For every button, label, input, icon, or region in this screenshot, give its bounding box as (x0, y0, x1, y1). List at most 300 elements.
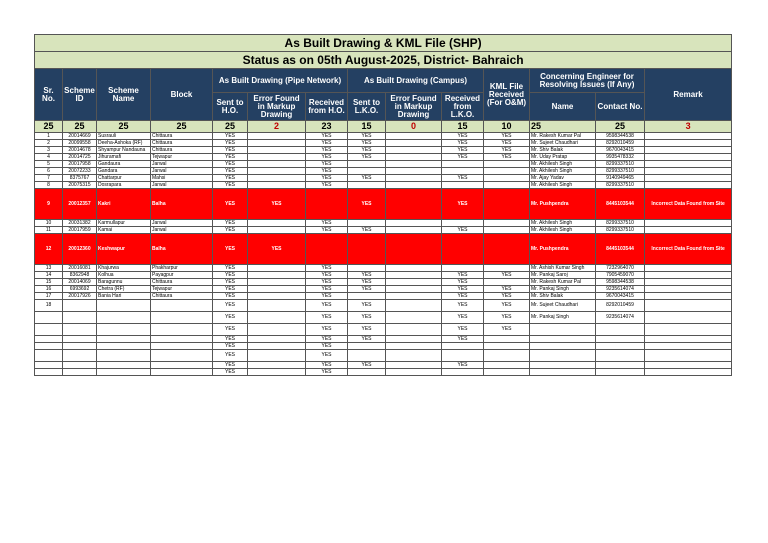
received-from-ho-cell: YES (306, 300, 348, 312)
received-from-lko-cell (442, 220, 484, 227)
sent-to-ho-cell: YES (213, 324, 248, 336)
error-markup-campus-cell (386, 293, 442, 300)
received-from-ho-cell: YES (306, 154, 348, 161)
received-from-lko-cell (442, 182, 484, 189)
engineer-name-cell (530, 350, 596, 362)
header-block: Block (151, 69, 213, 121)
remark-cell (645, 336, 732, 343)
received-from-ho-cell (306, 189, 348, 220)
sent-to-lko-cell (348, 168, 386, 175)
kml-received-cell (484, 369, 530, 376)
sent-to-ho-cell: YES (213, 147, 248, 154)
scheme-id-cell (63, 343, 97, 350)
contact-no-cell (596, 324, 645, 336)
scheme-name-cell (97, 350, 151, 362)
error-markup-campus-cell (386, 161, 442, 168)
table-row (35, 168, 732, 175)
sent-to-lko-cell: YES (348, 272, 386, 279)
sent-to-lko-cell: YES (348, 133, 386, 140)
scheme-name-cell (97, 324, 151, 336)
received-from-lko-cell: YES (442, 227, 484, 234)
received-from-ho-cell: YES (306, 350, 348, 362)
sent-to-ho-cell: YES (213, 293, 248, 300)
error-markup-campus-cell (386, 147, 442, 154)
count-cell: 25 (530, 121, 596, 133)
table-row (35, 175, 732, 182)
contact-no-cell: 9140949465 (596, 175, 645, 182)
engineer-name-cell (530, 324, 596, 336)
sr-no-cell: 11 (35, 227, 63, 234)
error-markup-pipe-cell (248, 293, 306, 300)
block-cell: Balha (151, 189, 213, 220)
table-row (35, 140, 732, 147)
sent-to-ho-cell: YES (213, 227, 248, 234)
kml-received-cell (484, 161, 530, 168)
error-markup-pipe-cell: YES (248, 234, 306, 265)
scheme-name-cell: Chetra (RF) (97, 286, 151, 293)
count-cell: 15 (442, 121, 484, 133)
contact-no-cell: 8292010459 (596, 300, 645, 312)
remark-cell (645, 286, 732, 293)
remark-cell (645, 161, 732, 168)
sent-to-lko-cell: YES (348, 227, 386, 234)
sr-no-cell: 14 (35, 272, 63, 279)
sr-no-cell (35, 312, 63, 324)
scheme-id-cell: 20075315 (63, 182, 97, 189)
sent-to-ho-cell: YES (213, 300, 248, 312)
engineer-name-cell: Mr. Akhilesh Singh (530, 168, 596, 175)
received-from-lko-cell: YES (442, 140, 484, 147)
sr-no-cell: 8 (35, 182, 63, 189)
remark-cell (645, 220, 732, 227)
header-received-from-lko: Received from L.K.O. (442, 93, 484, 121)
header-campus: As Built Drawing (Campus) (348, 69, 484, 93)
table-row (35, 234, 732, 265)
sent-to-lko-cell (348, 161, 386, 168)
received-from-lko-cell (442, 343, 484, 350)
count-cell: 25 (151, 121, 213, 133)
kml-received-cell (484, 350, 530, 362)
table-row (35, 227, 732, 234)
sent-to-lko-cell: YES (348, 362, 386, 369)
received-from-lko-cell: YES (442, 133, 484, 140)
header-sent-to-lko: Sent to L.K.O. (348, 93, 386, 121)
block-cell (151, 336, 213, 343)
error-markup-campus-cell (386, 272, 442, 279)
header-scheme-name: Scheme Name (97, 69, 151, 121)
sr-no-cell: 12 (35, 234, 63, 265)
remark-cell (645, 182, 732, 189)
received-from-ho-cell: YES (306, 265, 348, 272)
remark-cell (645, 154, 732, 161)
received-from-ho-cell: YES (306, 161, 348, 168)
sent-to-lko-cell (348, 369, 386, 376)
table-row (35, 133, 732, 140)
sent-to-lko-cell: YES (348, 279, 386, 286)
sent-to-ho-cell: YES (213, 279, 248, 286)
error-markup-pipe-cell (248, 350, 306, 362)
received-from-lko-cell: YES (442, 189, 484, 220)
engineer-name-cell: Mr. Pushpendra (530, 189, 596, 220)
error-markup-pipe-cell: YES (248, 189, 306, 220)
contact-no-cell: 9235614074 (596, 286, 645, 293)
scheme-id-cell: 20014678 (63, 147, 97, 154)
sent-to-ho-cell: YES (213, 140, 248, 147)
table-row (35, 369, 732, 376)
error-markup-pipe-cell (248, 220, 306, 227)
contact-no-cell: 9598344538 (596, 133, 645, 140)
sent-to-lko-cell (348, 220, 386, 227)
sheet-subtitle: Status as on 05th August-2025, District- Bahraich (35, 52, 732, 69)
header-concerning-engineer: Concerning Engineer for Resolving Issues (If Any) (530, 69, 645, 93)
remark-cell (645, 265, 732, 272)
error-markup-pipe-cell (248, 312, 306, 324)
sr-no-cell: 4 (35, 154, 63, 161)
count-cell: 25 (97, 121, 151, 133)
contact-no-cell (596, 350, 645, 362)
table-row (35, 343, 732, 350)
contact-no-cell (596, 336, 645, 343)
sent-to-ho-cell: YES (213, 350, 248, 362)
sent-to-ho-cell: YES (213, 220, 248, 227)
received-from-ho-cell: YES (306, 312, 348, 324)
table-row (35, 147, 732, 154)
block-cell: Tejwapur (151, 154, 213, 161)
received-from-lko-cell: YES (442, 147, 484, 154)
remark-cell (645, 350, 732, 362)
received-from-lko-cell: YES (442, 279, 484, 286)
error-markup-campus-cell (386, 362, 442, 369)
engineer-name-cell: Mr. Pankaj Saroj (530, 272, 596, 279)
remark-cell (645, 168, 732, 175)
sent-to-lko-cell (348, 343, 386, 350)
sent-to-ho-cell: YES (213, 312, 248, 324)
scheme-name-cell: Deeha-Ashoka (RF) (97, 140, 151, 147)
contact-no-cell: 9935478332 (596, 154, 645, 161)
error-markup-pipe-cell (248, 286, 306, 293)
scheme-id-cell: 20012360 (63, 234, 97, 265)
sent-to-lko-cell: YES (348, 324, 386, 336)
contact-no-cell: 9235614074 (596, 312, 645, 324)
kml-received-cell: YES (484, 147, 530, 154)
received-from-ho-cell: YES (306, 293, 348, 300)
received-from-ho-cell: YES (306, 369, 348, 376)
kml-received-cell (484, 336, 530, 343)
scheme-id-cell (63, 324, 97, 336)
error-markup-pipe-cell (248, 265, 306, 272)
scheme-name-cell: Khajurwa (97, 265, 151, 272)
table-row (35, 272, 732, 279)
kml-received-cell (484, 168, 530, 175)
contact-no-cell: 9670043415 (596, 147, 645, 154)
scheme-name-cell: Jihuramafi (97, 154, 151, 161)
contact-no-cell: 8299337510 (596, 168, 645, 175)
sent-to-ho-cell: YES (213, 161, 248, 168)
contact-no-cell: 8299337510 (596, 182, 645, 189)
error-markup-campus-cell (386, 227, 442, 234)
sr-no-cell: 13 (35, 265, 63, 272)
sr-no-cell (35, 350, 63, 362)
received-from-ho-cell: YES (306, 227, 348, 234)
error-markup-pipe-cell (248, 362, 306, 369)
table-row (35, 312, 732, 324)
kml-received-cell (484, 234, 530, 265)
error-markup-pipe-cell (248, 272, 306, 279)
error-markup-campus-cell (386, 279, 442, 286)
block-cell (151, 369, 213, 376)
table-row (35, 324, 732, 336)
sent-to-lko-cell (348, 234, 386, 265)
remark-cell (645, 133, 732, 140)
header-received-from-ho: Received from H.O. (306, 93, 348, 121)
remark-cell (645, 293, 732, 300)
sent-to-lko-cell: YES (348, 300, 386, 312)
table-row (35, 293, 732, 300)
kml-received-cell (484, 220, 530, 227)
scheme-id-cell: 20014669 (63, 133, 97, 140)
sent-to-lko-cell: YES (348, 175, 386, 182)
scheme-id-cell: 20014725 (63, 154, 97, 161)
kml-received-cell: YES (484, 133, 530, 140)
table-row (35, 279, 732, 286)
error-markup-campus-cell (386, 182, 442, 189)
error-markup-campus-cell (386, 234, 442, 265)
contact-no-cell: 8445103544 (596, 189, 645, 220)
count-cell: 2 (248, 121, 306, 133)
error-markup-pipe-cell (248, 336, 306, 343)
error-markup-campus-cell (386, 300, 442, 312)
block-cell (151, 324, 213, 336)
remark-cell (645, 272, 732, 279)
header-error-markup-pipe: Error Found in Markup Drawing (248, 93, 306, 121)
received-from-lko-cell: YES (442, 293, 484, 300)
scheme-id-cell: 20017958 (63, 161, 97, 168)
sent-to-ho-cell: YES (213, 189, 248, 220)
header-sent-to-ho: Sent to H.O. (213, 93, 248, 121)
table-row (35, 350, 732, 362)
scheme-name-cell: Gandaura (97, 161, 151, 168)
sent-to-ho-cell: YES (213, 133, 248, 140)
error-markup-pipe-cell (248, 140, 306, 147)
error-markup-campus-cell (386, 175, 442, 182)
block-cell (151, 312, 213, 324)
kml-received-cell: YES (484, 272, 530, 279)
scheme-name-cell: Susrauli (97, 133, 151, 140)
sr-no-cell: 6 (35, 168, 63, 175)
contact-no-cell: 8299337510 (596, 227, 645, 234)
scheme-name-cell (97, 336, 151, 343)
count-cell: 10 (484, 121, 530, 133)
sr-no-cell: 7 (35, 175, 63, 182)
received-from-lko-cell: YES (442, 362, 484, 369)
received-from-lko-cell: YES (442, 175, 484, 182)
sr-no-cell: 16 (35, 286, 63, 293)
received-from-ho-cell: YES (306, 220, 348, 227)
remark-cell (645, 279, 732, 286)
sent-to-ho-cell: YES (213, 336, 248, 343)
error-markup-campus-cell (386, 265, 442, 272)
table-row (35, 300, 732, 312)
table-row (35, 182, 732, 189)
kml-received-cell: YES (484, 286, 530, 293)
kml-received-cell: YES (484, 154, 530, 161)
sent-to-ho-cell: YES (213, 265, 248, 272)
received-from-ho-cell: YES (306, 168, 348, 175)
error-markup-pipe-cell (248, 227, 306, 234)
error-markup-campus-cell (386, 286, 442, 293)
sent-to-ho-cell: YES (213, 272, 248, 279)
received-from-lko-cell: YES (442, 336, 484, 343)
contact-no-cell: 7905459070 (596, 272, 645, 279)
block-cell: Chittaura (151, 133, 213, 140)
received-from-ho-cell (306, 234, 348, 265)
sent-to-lko-cell (348, 293, 386, 300)
remark-cell: Incorrect Data Found from Site (645, 189, 732, 220)
table-row (35, 161, 732, 168)
received-from-ho-cell: YES (306, 343, 348, 350)
sent-to-lko-cell: YES (348, 336, 386, 343)
kml-received-cell (484, 175, 530, 182)
sent-to-ho-cell: YES (213, 168, 248, 175)
kml-received-cell: YES (484, 140, 530, 147)
scheme-id-cell (63, 350, 97, 362)
contact-no-cell (596, 369, 645, 376)
engineer-name-cell (530, 343, 596, 350)
engineer-name-cell: Mr. Rakesh Kumar Pal (530, 279, 596, 286)
received-from-lko-cell: YES (442, 154, 484, 161)
sent-to-ho-cell: YES (213, 234, 248, 265)
block-cell: Chittaura (151, 147, 213, 154)
received-from-lko-cell (442, 369, 484, 376)
engineer-name-cell (530, 369, 596, 376)
remark-cell (645, 147, 732, 154)
count-cell: 0 (386, 121, 442, 133)
remark-cell (645, 312, 732, 324)
scheme-name-cell: Gandara (97, 168, 151, 175)
engineer-name-cell: Mr. Akhilesh Singh (530, 182, 596, 189)
error-markup-pipe-cell (248, 300, 306, 312)
received-from-lko-cell (442, 350, 484, 362)
block-cell: Jarwal (151, 220, 213, 227)
received-from-lko-cell: YES (442, 300, 484, 312)
scheme-name-cell: Shyampur Nandauna (97, 147, 151, 154)
engineer-name-cell: Mr. Sujeet Chaudhari (530, 300, 596, 312)
remark-cell (645, 227, 732, 234)
sent-to-ho-cell: YES (213, 362, 248, 369)
contact-no-cell: 7232964070 (596, 265, 645, 272)
block-cell: Chittaura (151, 279, 213, 286)
error-markup-campus-cell (386, 312, 442, 324)
sent-to-lko-cell: YES (348, 189, 386, 220)
sr-no-cell: 3 (35, 147, 63, 154)
remark-cell (645, 140, 732, 147)
scheme-id-cell (63, 300, 97, 312)
sr-no-cell: 15 (35, 279, 63, 286)
scheme-name-cell (97, 362, 151, 369)
scheme-id-cell (63, 369, 97, 376)
error-markup-campus-cell (386, 336, 442, 343)
sr-no-cell (35, 336, 63, 343)
scheme-id-cell: 20016081 (63, 265, 97, 272)
contact-no-cell (596, 362, 645, 369)
scheme-id-cell: 20014069 (63, 279, 97, 286)
kml-received-cell: YES (484, 300, 530, 312)
scheme-id-cell: 20099558 (63, 140, 97, 147)
engineer-name-cell: Mr. Akhilesh Singh (530, 220, 596, 227)
kml-received-cell (484, 189, 530, 220)
error-markup-pipe-cell (248, 343, 306, 350)
header-scheme-id: Scheme ID (63, 69, 97, 121)
sent-to-lko-cell: YES (348, 140, 386, 147)
scheme-id-cell (63, 336, 97, 343)
table-row (35, 286, 732, 293)
count-row (35, 121, 732, 133)
remark-cell: Incorrect Data Found from Site (645, 234, 732, 265)
block-cell: Chittaura (151, 293, 213, 300)
engineer-name-cell: Mr. Akhilesh Singh (530, 161, 596, 168)
sr-no-cell (35, 369, 63, 376)
sent-to-ho-cell: YES (213, 154, 248, 161)
contact-no-cell: 8299337510 (596, 220, 645, 227)
sent-to-lko-cell: YES (348, 286, 386, 293)
engineer-name-cell: Mr. Pushpendra (530, 234, 596, 265)
block-cell: Mahsi (151, 175, 213, 182)
sr-no-cell: 5 (35, 161, 63, 168)
count-cell: 15 (348, 121, 386, 133)
scheme-name-cell (97, 343, 151, 350)
error-markup-pipe-cell (248, 168, 306, 175)
sent-to-ho-cell: YES (213, 182, 248, 189)
received-from-ho-cell: YES (306, 286, 348, 293)
sent-to-lko-cell: YES (348, 312, 386, 324)
error-markup-campus-cell (386, 369, 442, 376)
table-row (35, 336, 732, 343)
sr-no-cell: 1 (35, 133, 63, 140)
kml-received-cell (484, 182, 530, 189)
sent-to-lko-cell (348, 182, 386, 189)
header-kml-received: KML File Received (For O&M) (484, 69, 530, 121)
scheme-name-cell: Chattarpur (97, 175, 151, 182)
sent-to-ho-cell: YES (213, 175, 248, 182)
count-cell: 23 (306, 121, 348, 133)
error-markup-campus-cell (386, 140, 442, 147)
scheme-name-cell: Kamai (97, 227, 151, 234)
scheme-id-cell (63, 312, 97, 324)
count-cell: 25 (63, 121, 97, 133)
header-pipe-network: As Built Drawing (Pipe Network) (213, 69, 348, 93)
error-markup-campus-cell (386, 343, 442, 350)
table-row (35, 189, 732, 220)
scheme-name-cell (97, 300, 151, 312)
sr-no-cell: 2 (35, 140, 63, 147)
block-cell: Jarwal (151, 227, 213, 234)
kml-received-cell: YES (484, 312, 530, 324)
block-cell: Jarwal (151, 168, 213, 175)
count-cell: 25 (35, 121, 63, 133)
sent-to-ho-cell: YES (213, 369, 248, 376)
sr-no-cell: 18 (35, 300, 63, 312)
count-cell: 3 (645, 121, 732, 133)
engineer-name-cell (530, 362, 596, 369)
header-sr-no: Sr. No. (35, 69, 63, 121)
error-markup-campus-cell (386, 350, 442, 362)
table-row (35, 154, 732, 161)
scheme-name-cell: Dosrapara (97, 182, 151, 189)
error-markup-pipe-cell (248, 182, 306, 189)
error-markup-pipe-cell (248, 279, 306, 286)
header-remark: Remark (645, 69, 732, 121)
header-error-markup-campus: Error Found in Markup Drawing (386, 93, 442, 121)
